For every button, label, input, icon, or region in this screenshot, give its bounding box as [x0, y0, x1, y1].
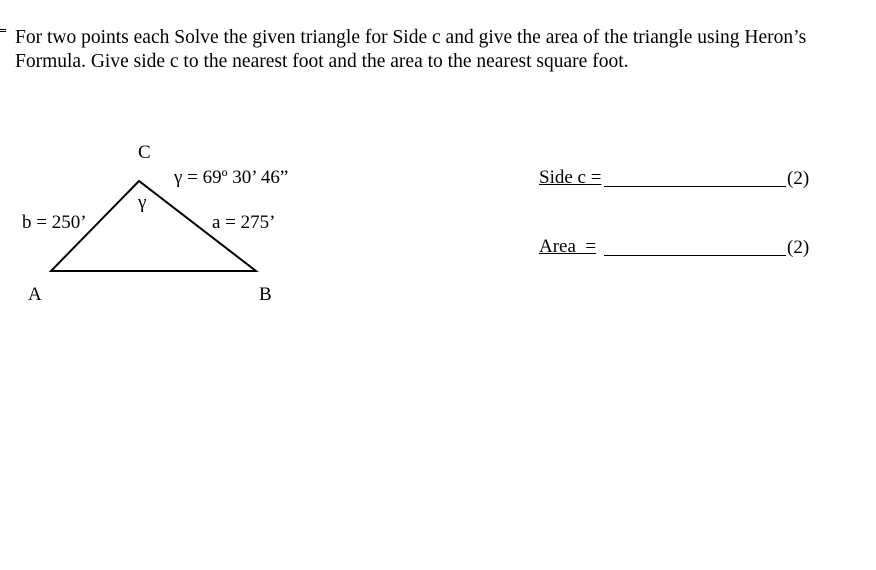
vertex-c-label: C [138, 142, 151, 163]
side-c-answer-line[interactable] [604, 186, 786, 187]
area-answer-line[interactable] [604, 255, 786, 256]
side-c-answer-label: Side c = [539, 167, 602, 188]
area-answer-label: Area = [539, 236, 597, 257]
angle-gamma-value: γ = 69º 30’ 46” [174, 167, 289, 188]
angle-gamma-symbol: γ [138, 192, 147, 213]
area-points: (2) [787, 237, 810, 258]
vertex-b-label: B [259, 284, 272, 305]
side-c-points: (2) [787, 168, 810, 189]
side-a-label: a = 275’ [212, 212, 276, 233]
problem-instructions: For two points each Solve the given triangle for Side c and give the area of the triangle using Heron’s Formula. Give side c to the nearest foot and the area to the nearest square foot. [15, 27, 807, 72]
vertex-a-label: A [28, 284, 42, 305]
side-b-label: b = 250’ [22, 212, 87, 233]
